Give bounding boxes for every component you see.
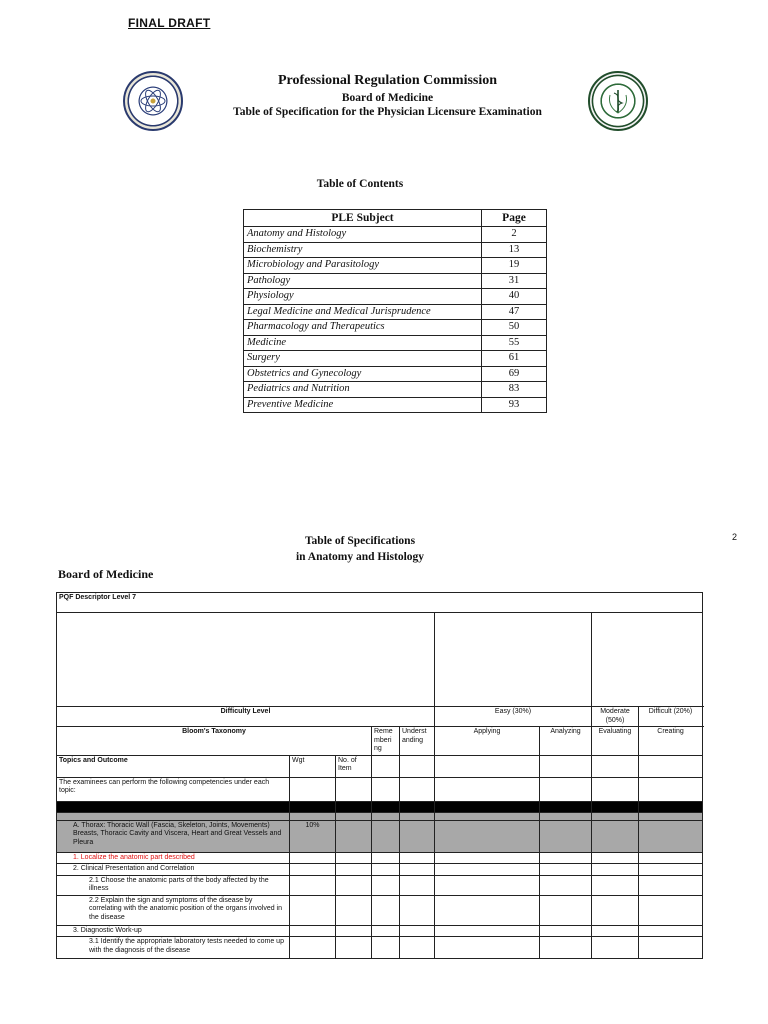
outcome-item-3: 3. Diagnostic Work-up bbox=[57, 925, 290, 937]
toc-row bbox=[244, 351, 547, 367]
toc-subject: Pathology bbox=[244, 273, 482, 289]
toc-subject: Legal Medicine and Medical Jurisprudence bbox=[244, 304, 482, 320]
toc-page: 31 bbox=[482, 273, 547, 289]
outcome-item-2-1: 2.1 Choose the anatomic parts of the body affected by the illness bbox=[57, 875, 290, 895]
page-number: 2 bbox=[732, 532, 738, 542]
toc-page: 40 bbox=[482, 289, 547, 305]
topic-a-weight: 10% bbox=[290, 820, 336, 852]
blank-header-cell bbox=[592, 613, 703, 707]
toc-subject: Microbiology and Parasitology bbox=[244, 258, 482, 274]
wgt-header: Wgt bbox=[290, 755, 336, 777]
toc-row bbox=[244, 258, 547, 274]
toc-row bbox=[244, 304, 547, 320]
toc-subject: Medicine bbox=[244, 335, 482, 351]
blank-header-cell bbox=[435, 613, 592, 707]
analyzing-header: Analyzing bbox=[540, 727, 592, 756]
applying-header: Applying bbox=[435, 727, 540, 756]
blank-header-cell bbox=[57, 613, 435, 707]
org-title: Professional Regulation Commission bbox=[277, 73, 498, 88]
topics-outcome-header: Topics and Outcome bbox=[57, 755, 290, 777]
pqf-descriptor: PQF Descriptor Level 7 bbox=[57, 593, 703, 613]
easy-header: Easy (30%) bbox=[435, 707, 592, 727]
toc-page: 2 bbox=[482, 227, 547, 243]
toc-row bbox=[244, 382, 547, 398]
toc-page: 50 bbox=[482, 320, 547, 336]
creating-header: Creating bbox=[639, 727, 703, 756]
tos-title: Table of Specifications bbox=[304, 535, 416, 547]
evaluating-header: Evaluating bbox=[592, 727, 639, 756]
toc-row bbox=[244, 397, 547, 413]
toc-page: 69 bbox=[482, 366, 547, 382]
board-title: Board of Medicine bbox=[341, 92, 434, 104]
specification-table bbox=[56, 592, 703, 959]
toc-subject: Obstetrics and Gynecology bbox=[244, 366, 482, 382]
toc-subject: Preventive Medicine bbox=[244, 397, 482, 413]
toc-page: 47 bbox=[482, 304, 547, 320]
document-subtitle: Table of Specification for the Physician Licensure Examination bbox=[233, 106, 542, 118]
toc-row bbox=[244, 289, 547, 305]
toc-page: 19 bbox=[482, 258, 547, 274]
toc-row bbox=[244, 273, 547, 289]
outcome-item-1: 1. Localize the anatomic part described bbox=[57, 852, 290, 864]
toc-subject: Pharmacology and Therapeutics bbox=[244, 320, 482, 336]
no-of-item-header: No. of Item bbox=[336, 755, 372, 777]
toc-subject: Anatomy and Histology bbox=[244, 227, 482, 243]
topic-a-thorax: A. Thorax: Thoracic Wall (Fascia, Skeleton, Joints, Movements) Breasts, Thoracic Cavity and Viscera, Heart and Great Vessels and Pleura bbox=[57, 820, 290, 852]
final-draft-label: FINAL DRAFT bbox=[128, 16, 211, 30]
toc-row bbox=[244, 335, 547, 351]
toc-row bbox=[244, 366, 547, 382]
toc-page: 55 bbox=[482, 335, 547, 351]
toc-row bbox=[244, 242, 547, 258]
tos-subtitle: in Anatomy and Histology bbox=[295, 551, 425, 563]
blooms-taxonomy-label: Bloom's Taxonomy bbox=[57, 727, 372, 756]
toc-row bbox=[244, 227, 547, 243]
remembering-header: Reme mberi ng bbox=[372, 727, 400, 756]
toc-subject: Physiology bbox=[244, 289, 482, 305]
difficult-header: Difficult (20%) bbox=[639, 707, 703, 727]
understanding-header: Underst anding bbox=[400, 727, 435, 756]
difficulty-level-label: Difficulty Level bbox=[57, 707, 435, 727]
outcome-item-2-2: 2.2 Explain the sign and symptoms of the disease by correlating with the anatomic position of the organs involved in the disease bbox=[57, 895, 290, 925]
toc-table bbox=[243, 209, 547, 413]
prc-seal-logo bbox=[123, 71, 183, 131]
examinees-statement: The examinees can perform the following competencies under each topic: bbox=[57, 777, 290, 801]
toc-header-subject: PLE Subject bbox=[244, 210, 482, 227]
toc-header-page: Page bbox=[482, 210, 547, 227]
toc-page: 93 bbox=[482, 397, 547, 413]
outcome-item-2: 2. Clinical Presentation and Correlation bbox=[57, 864, 290, 876]
toc-row bbox=[244, 320, 547, 336]
moderate-header: Moderate (50%) bbox=[592, 707, 639, 727]
outcome-item-3-1: 3.1 Identify the appropriate laboratory tests needed to come up with the diagnosis of the disease bbox=[57, 937, 290, 959]
toc-page: 13 bbox=[482, 242, 547, 258]
toc-subject: Biochemistry bbox=[244, 242, 482, 258]
board-of-medicine-seal-logo bbox=[588, 71, 648, 131]
toc-title: Table of Contents bbox=[316, 178, 404, 190]
toc-page: 61 bbox=[482, 351, 547, 367]
toc-subject: Pediatrics and Nutrition bbox=[244, 382, 482, 398]
toc-page: 83 bbox=[482, 382, 547, 398]
board-of-medicine-label: Board of Medicine bbox=[58, 567, 154, 581]
toc-subject: Surgery bbox=[244, 351, 482, 367]
